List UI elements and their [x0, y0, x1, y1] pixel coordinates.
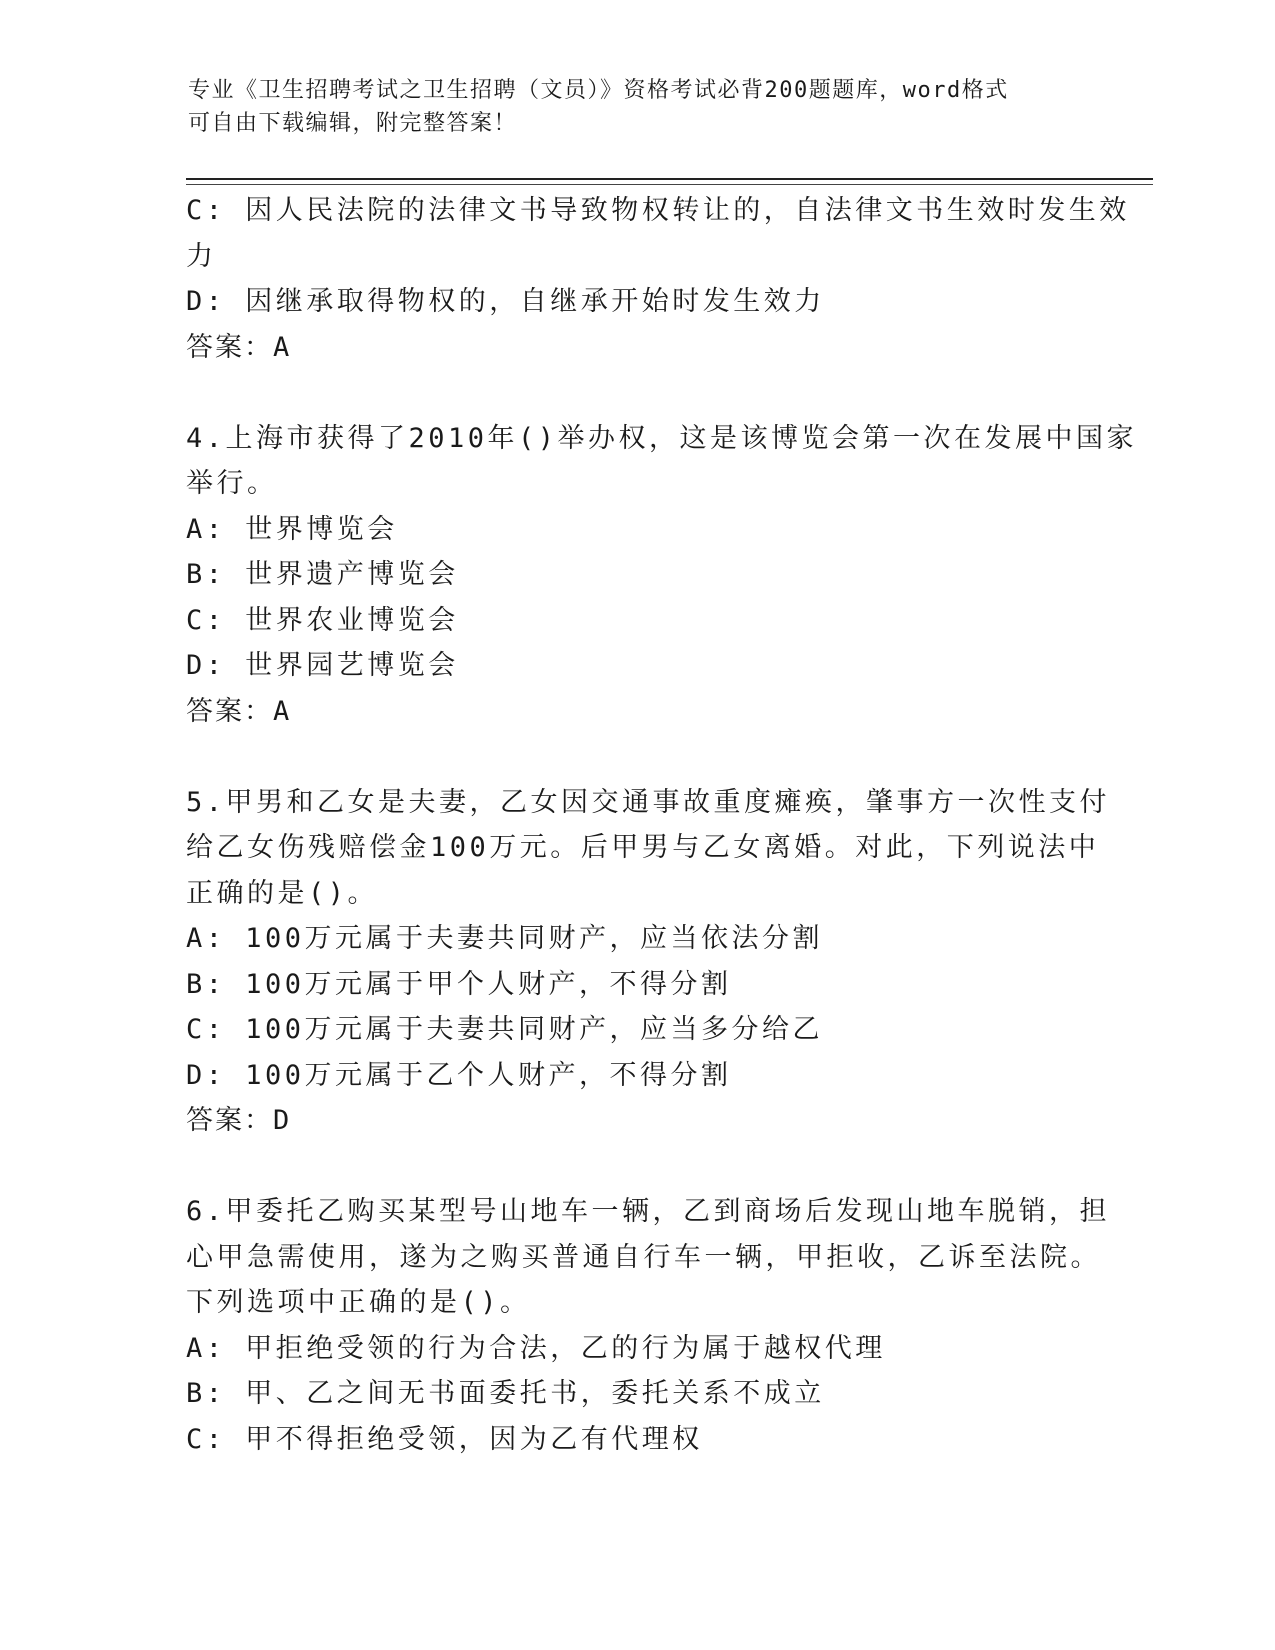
q6-option-a: A: 甲拒绝受领的行为合法，乙的行为属于越权代理 [186, 1332, 886, 1364]
q5-stem-line-2: 给乙女伤残赔偿金100万元。后甲男与乙女离婚。对此，下列说法中 [186, 832, 1100, 863]
header-divider-thick [186, 178, 1153, 180]
q5-option-c: C: 100万元属于夫妻共同财产，应当多分给乙 [186, 1014, 824, 1045]
q6-stem-line-1: 6.甲委托乙购买某型号山地车一辆，乙到商场后发现山地车脱销，担 [186, 1196, 1111, 1227]
q6-option-c: C: 甲不得拒绝受领，因为乙有代理权 [186, 1423, 703, 1455]
q4-option-d: D: 世界园艺博览会 [186, 650, 459, 681]
q3-option-c-line-2: 力 [186, 240, 217, 272]
q6-stem-line-3: 下列选项中正确的是()。 [186, 1287, 531, 1318]
q5-stem-line-1: 5.甲男和乙女是夫妻，乙女因交通事故重度瘫痪，肇事方一次性支付 [186, 786, 1111, 818]
q4-option-c: C: 世界农业博览会 [186, 604, 459, 636]
document-body [186, 188, 1138, 1462]
q4-option-a: A: 世界博览会 [186, 513, 398, 545]
q6-option-b: B: 甲、乙之间无书面委托书，委托关系不成立 [186, 1378, 825, 1409]
header-title-line-2: 可自由下载编辑，附完整答案！ [188, 111, 518, 136]
q3-option-d: D: 因继承取得物权的，自继承开始时发生效力 [186, 286, 825, 317]
question-spacer [186, 370, 1086, 416]
q5-option-a: A: 100万元属于夫妻共同财产，应当依法分割 [186, 923, 824, 954]
q4-option-b: B: 世界遗产博览会 [186, 559, 459, 590]
question-spacer [186, 734, 1086, 780]
question-4 [186, 416, 1138, 735]
q5-stem-line-3: 正确的是()。 [186, 877, 379, 909]
question-3-tail [186, 188, 1130, 370]
q5-answer: 答案：D [186, 1105, 292, 1136]
q3-option-c-line-1: C: 因人民法院的法律文书导致物权转让的，自法律文书生效时发生效 [186, 195, 1130, 226]
question-spacer [186, 1144, 1086, 1190]
q4-stem-line-2: 举行。 [186, 468, 278, 499]
document-header [188, 74, 1088, 140]
question-6 [186, 1189, 1111, 1462]
q6-stem-line-2: 心甲急需使用，遂为之购买普通自行车一辆，甲拒收，乙诉至法院。 [186, 1241, 1101, 1273]
q4-stem-line-1: 4.上海市获得了2010年()举办权，这是该博览会第一次在发展中国家 [186, 422, 1138, 454]
header-divider-thin [186, 184, 1153, 185]
question-5 [186, 780, 1111, 1144]
q5-option-b: B: 100万元属于甲个人财产，不得分割 [186, 968, 732, 1000]
q3-answer: 答案：A [186, 331, 292, 363]
q5-option-d: D: 100万元属于乙个人财产，不得分割 [186, 1059, 732, 1091]
header-title-line-1: 专业《卫生招聘考试之卫生招聘（文员）》资格考试必背200题题库，word格式 [188, 78, 1009, 103]
q4-answer: 答案：A [186, 695, 292, 727]
